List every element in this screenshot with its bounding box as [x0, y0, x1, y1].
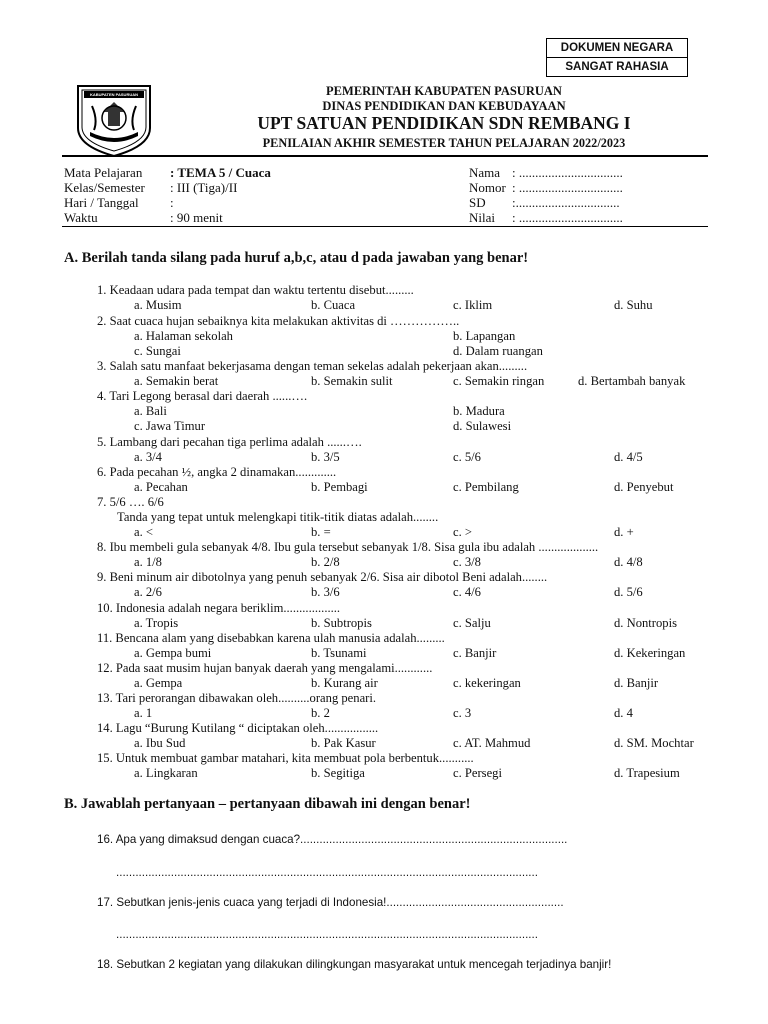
- option: d. Banjir: [614, 676, 659, 690]
- question-text: 10. Indonesia adalah negara beriklim..................: [97, 601, 341, 615]
- option: d. 4/5: [614, 450, 643, 464]
- option: a. 3/4: [134, 450, 162, 464]
- option: a. Gempa bumi: [134, 646, 212, 660]
- option: c. Iklim: [453, 298, 493, 312]
- option: d. Sulawesi: [453, 419, 512, 433]
- stamp-line-1: DOKUMEN NEGARA: [547, 39, 687, 58]
- header-rule: [62, 155, 708, 157]
- option: d. Dalam ruangan: [453, 344, 543, 358]
- option: b. Semakin sulit: [311, 374, 393, 388]
- option: b. Subtropis: [311, 616, 372, 630]
- question-text: 2. Saat cuaca hujan sebaiknya kita melakukan aktivitas di ……………..: [97, 314, 460, 328]
- info-label: Nama: [469, 165, 501, 180]
- info-label: Hari / Tanggal: [64, 195, 139, 210]
- option: d. Penyebut: [614, 480, 674, 494]
- option: a. Halaman sekolah: [134, 329, 233, 343]
- option: d. 4: [614, 706, 633, 720]
- question-text: 9. Beni minum air dibotolnya yang penuh sebanyak 2/6. Sisa air dibotol Beni adalah........: [97, 570, 548, 584]
- info-label: Waktu: [64, 210, 98, 225]
- essay-question: 16. Apa yang dimaksud dengan cuaca?...................................................................................: [97, 833, 568, 846]
- option: d. Bertambah banyak: [578, 374, 686, 388]
- info-value: :................................: [512, 195, 620, 210]
- essay-question: 17. Sebutkan jenis-jenis cuaca yang terjadi di Indonesia!.......................................................: [97, 896, 564, 909]
- question-text: 1. Keadaan udara pada tempat dan waktu tertentu disebut.........: [97, 283, 414, 297]
- section-b-heading: B. Jawablah pertanyaan – pertanyaan dibawah ini dengan benar!: [64, 796, 471, 812]
- info-value: :: [170, 195, 174, 210]
- info-label: Nilai: [469, 210, 495, 225]
- question-text: 12. Pada saat musim hujan banyak daerah yang mengalami............: [97, 661, 433, 675]
- header-line-1: PEMERINTAH KABUPATEN PASURUAN: [326, 84, 562, 98]
- option: c. 4/6: [453, 585, 481, 599]
- option: c. >: [453, 525, 472, 539]
- option: b. Tsunami: [311, 646, 367, 660]
- option: b. 2/8: [311, 555, 340, 569]
- option: a. Pecahan: [134, 480, 188, 494]
- option: d. Trapesium: [614, 766, 680, 780]
- option: a. Musim: [134, 298, 182, 312]
- option: c. Pembilang: [453, 480, 519, 494]
- option: b. Cuaca: [311, 298, 356, 312]
- question-text: 5. Lambang dari pecahan tiga perlima adalah ......….: [97, 435, 362, 449]
- classification-stamp: [546, 38, 688, 77]
- option: b. Pembagi: [311, 480, 368, 494]
- option: a. Ibu Sud: [134, 736, 186, 750]
- option: a. Gempa: [134, 676, 183, 690]
- question-text: 11. Bencana alam yang disebabkan karena ulah manusia adalah.........: [97, 631, 445, 645]
- option: b. 3/6: [311, 585, 340, 599]
- option: d. Nontropis: [614, 616, 677, 630]
- info-rule: [62, 226, 708, 227]
- info-value: : III (Tiga)/II: [170, 180, 238, 195]
- info-label: Kelas/Semester: [64, 180, 145, 195]
- section-a-heading: A. Berilah tanda silang pada huruf a,b,c, atau d pada jawaban yang benar!: [64, 250, 529, 266]
- question-text: 15. Untuk membuat gambar matahari, kita membuat pola berbentuk...........: [97, 751, 474, 765]
- option: d. SM. Mochtar: [614, 736, 694, 750]
- essay-answer-line: ...................................................................................................................................: [116, 866, 538, 879]
- option: b. Lapangan: [453, 329, 516, 343]
- exam-title: PENILAIAN AKHIR SEMESTER TAHUN PELAJARAN 2022/2023: [262, 136, 626, 150]
- option: c. Jawa Timur: [134, 419, 206, 433]
- header-line-2: DINAS PENDIDIKAN DAN KEBUDAYAAN: [322, 99, 566, 113]
- question-text: 14. Lagu “Burung Kutilang “ diciptakan oleh.................: [97, 721, 379, 735]
- option: c. Persegi: [453, 766, 502, 780]
- question-text: 4. Tari Legong berasal dari daerah ......….: [97, 389, 308, 403]
- option: a. Tropis: [134, 616, 179, 630]
- option: a. 1/8: [134, 555, 162, 569]
- option: b. Kurang air: [311, 676, 378, 690]
- option: b. Segitiga: [311, 766, 365, 780]
- option: b. Pak Kasur: [311, 736, 376, 750]
- info-label: Nomor: [469, 180, 506, 195]
- option: d. +: [614, 525, 634, 539]
- option: c. Sungai: [134, 344, 181, 358]
- question-text: 7. 5/6 …. 6/6: [97, 495, 164, 509]
- info-value: : 90 menit: [170, 210, 223, 225]
- option: b. 3/5: [311, 450, 340, 464]
- info-value: : ................................: [512, 210, 623, 225]
- info-label: Mata Pelajaran: [64, 165, 143, 180]
- option: c. Salju: [453, 616, 491, 630]
- option: c. Banjir: [453, 646, 497, 660]
- option: b. =: [311, 525, 331, 539]
- question-text: 13. Tari perorangan dibawakan oleh..........orang penari.: [97, 691, 376, 705]
- question-subtext: Tanda yang tepat untuk melengkapi titik-titik diatas adalah........: [117, 510, 439, 524]
- option: a. Semakin berat: [134, 374, 219, 388]
- option: c. AT. Mahmud: [453, 736, 531, 750]
- question-text: 3. Salah satu manfaat bekerjasama dengan teman sekelas adalah pekerjaan akan.........: [97, 359, 528, 373]
- option: a. <: [134, 525, 153, 539]
- info-label: SD: [469, 195, 486, 210]
- info-value: : TEMA 5 / Cuaca: [170, 165, 271, 180]
- option: d. Kekeringan: [614, 646, 686, 660]
- option: c. kekeringan: [453, 676, 521, 690]
- option: d. 5/6: [614, 585, 643, 599]
- school-name: UPT SATUAN PENDIDIKAN SDN REMBANG I: [257, 113, 631, 133]
- option: a. 1: [134, 706, 153, 720]
- option: d. 4/8: [614, 555, 643, 569]
- option: d. Suhu: [614, 298, 653, 312]
- option: b. 2: [311, 706, 330, 720]
- question-text: 6. Pada pecahan ½, angka 2 dinamakan.............: [97, 465, 337, 479]
- info-value: : ................................: [512, 180, 623, 195]
- option: a. Bali: [134, 404, 167, 418]
- logo-text: KABUPATEN PASURUAN: [90, 92, 138, 97]
- info-value: : ................................: [512, 165, 623, 180]
- option: c. 5/6: [453, 450, 481, 464]
- option: a. Lingkaran: [134, 766, 198, 780]
- stamp-line-2: SANGAT RAHASIA: [565, 61, 669, 73]
- option: c. 3: [453, 706, 472, 720]
- question-text: 8. Ibu membeli gula sebanyak 4/8. Ibu gula tersebut sebanyak 1/8. Sisa gula ibu adalah ...................: [97, 540, 599, 554]
- option: a. 2/6: [134, 585, 162, 599]
- option: c. 3/8: [453, 555, 481, 569]
- option: c. Semakin ringan: [453, 374, 545, 388]
- essay-question: 18. Sebutkan 2 kegiatan yang dilakukan dilingkungan masyarakat untuk mencegah terjadinya banjir!: [97, 958, 612, 971]
- option: b. Madura: [453, 404, 505, 418]
- essay-answer-line: ...................................................................................................................................: [116, 928, 538, 941]
